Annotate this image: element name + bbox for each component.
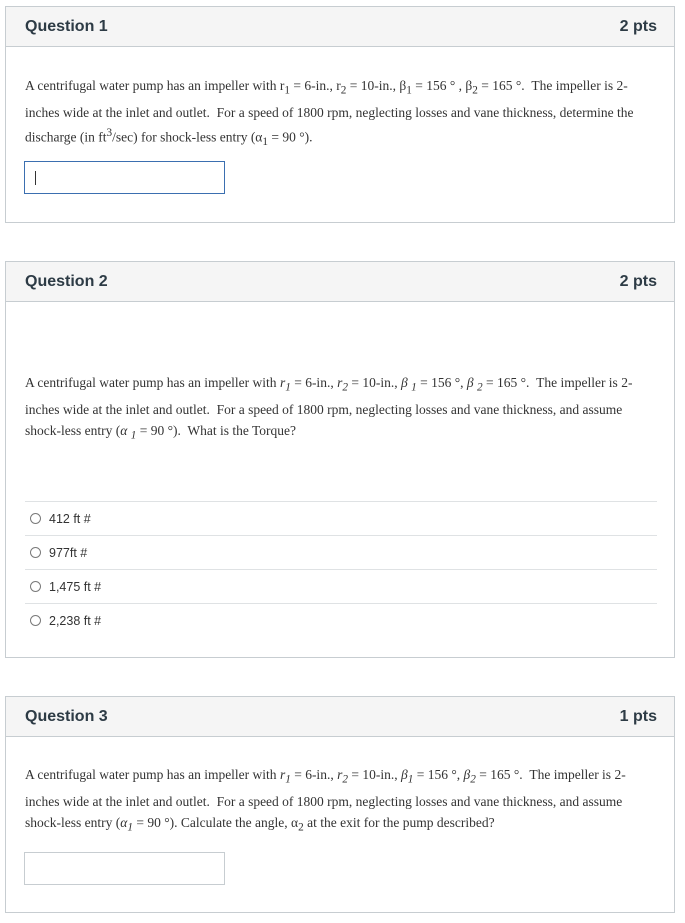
radio-button[interactable] [30, 581, 41, 592]
question-title: Question 1 [25, 17, 108, 35]
question-body: A centrifugal water pump has an impeller with $r_1 = 6-in$., $r_2 = 10-in$., β $_1$ = 156 °, β $_2$ = 165 °. The impeller is 2-inches wide at the inlet and outlet. For a speed of 1800 rpm, neglecting losses and vane thickness, and assume shock-less entry (α $_1$ = 90 °). What is the Torque? [25, 375, 633, 442]
option-label: 1,475 ft # [49, 579, 102, 594]
answer-option[interactable] [25, 569, 657, 603]
question-points: 1 pts [619, 707, 657, 725]
option-label: 977ft # [49, 545, 88, 560]
answer-options [25, 501, 657, 637]
question-title: Question 2 [25, 272, 108, 290]
question-text [6, 75, 674, 153]
answer-option[interactable] [25, 501, 657, 535]
answer-option[interactable] [25, 535, 657, 569]
answer-input[interactable] [24, 852, 225, 885]
question-header [6, 7, 674, 47]
text-caret [35, 171, 36, 185]
question-3 [5, 696, 675, 913]
question-2 [5, 261, 675, 658]
answer-option[interactable] [25, 603, 657, 637]
question-body: A centrifugal water pump has an impeller with $r_1 = 6-in$., $r_2 = 10-in$., $\beta_1 = 156$ ° , $\beta_2 = 165$ °. The impeller is 2-inches wide at the inlet and outlet. For a speed of 1800 rpm, neglecting losses and vane thickness, determine the discharge (in $ft^3/\sec$) for shock-less entry ($\alpha_1 = 90$ °). [25, 78, 634, 148]
question-header [6, 262, 674, 302]
question-points: 2 pts [619, 272, 657, 290]
question-points: 2 pts [619, 17, 657, 35]
option-label: 412 ft # [49, 511, 91, 526]
question-text [6, 764, 674, 838]
question-title: Question 3 [25, 707, 108, 725]
radio-button[interactable] [30, 547, 41, 558]
question-1 [5, 6, 675, 223]
radio-button[interactable] [30, 615, 41, 626]
radio-button[interactable] [30, 513, 41, 524]
question-body: A centrifugal water pump has an impeller with $r_1 = 6-in$., $r_2 = 10-in$., $\beta_1 = 156$ °, $\beta_2 = 165$ °. The impeller is 2-inches wide at the inlet and outlet. For a speed of 1800 rpm, neglecting losses and vane thickness, and assume shock-less entry ($\alpha_1 = 90$ °). Calculate the angle, $\alpha_2$ at the exit for the pump described? [25, 767, 626, 834]
option-label: 2,238 ft # [49, 613, 102, 628]
answer-input[interactable] [24, 161, 225, 194]
question-text [6, 372, 674, 446]
question-header [6, 697, 674, 737]
